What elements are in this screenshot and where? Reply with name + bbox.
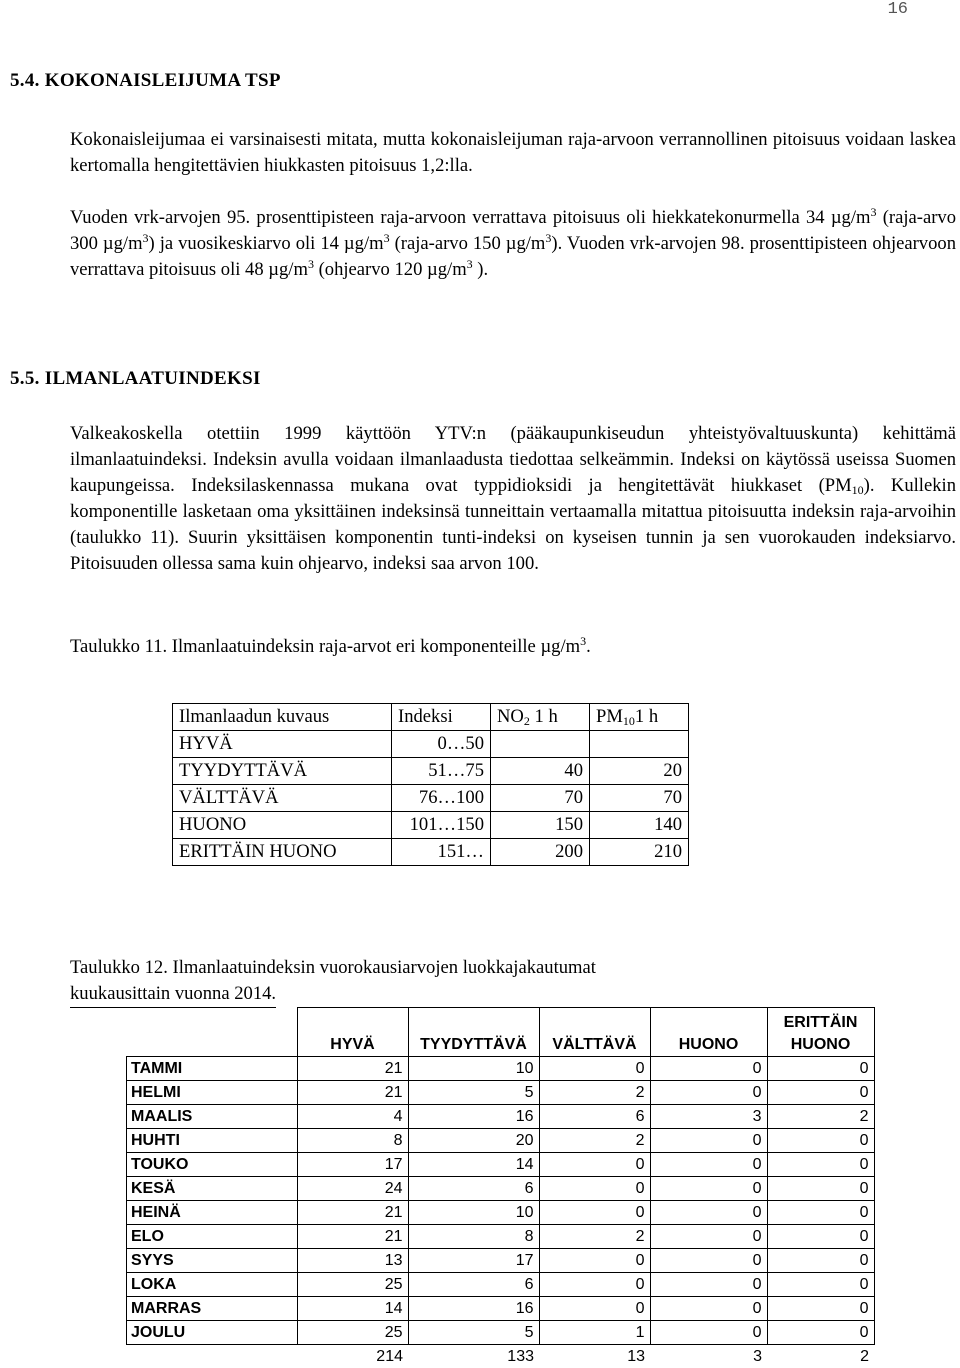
cell-value: 0 [767,1153,874,1177]
cell-value: 5 [408,1321,539,1345]
superscript: 3 [384,231,390,245]
header-cell: Indeksi [392,704,491,731]
cell-month: KESÄ [127,1177,298,1201]
paragraph-tsp-intro: Kokonaisleijumaa ei varsinaisesti mitata, mutta kokonaisleijuman raja-arvoon verrannollinen pitoisuus voidaan laskea kertomalla hengitettävien hiukkasten pitoisuus 1,2:lla. [70,127,956,179]
cell-month: SYYS [127,1249,298,1273]
cell-month: HELMI [127,1081,298,1105]
cell-value: 0 [767,1129,874,1153]
cell-value: 0 [539,1297,650,1321]
cell-value: 21 [297,1081,408,1105]
cell-total: 3 [650,1345,767,1368]
header-cell: Ilmanlaadun kuvaus [173,704,392,731]
cell-value: 0 [767,1201,874,1225]
text-run: PM [596,706,623,727]
table11-index-limits [172,703,689,866]
cell-value: 0 [767,1249,874,1273]
cell-value: 4 [297,1105,408,1129]
section-heading-tsp: 5.4. KOKONAISLEIJUMA TSP [10,70,281,92]
text-run: ). [473,259,489,280]
cell-value: 5 [408,1081,539,1105]
cell-month: ELO [127,1225,298,1249]
cell-value: 2 [539,1081,650,1105]
superscript: 3 [870,205,876,219]
subscript: 10 [623,714,635,728]
cell-value: 6 [408,1177,539,1201]
caption-text: Taulukko 11. Ilmanlaatuindeksin raja-arvot eri komponenteille µg/m [70,636,580,657]
table-row [173,731,689,758]
table-row [173,758,689,785]
section-heading-index: 5.5. ILMANLAATUINDEKSI [10,368,261,390]
cell-month: LOKA [127,1273,298,1297]
cell-value: 17 [297,1153,408,1177]
cell-month: TAMMI [127,1057,298,1081]
table-row [127,1081,875,1105]
cell-value: 0 [650,1201,767,1225]
table-row [173,785,689,812]
superscript: 3 [580,634,586,648]
cell-desc: HUONO [173,812,392,839]
cell-value: 17 [408,1249,539,1273]
text-run: (raja-arvo 300 µg/m [70,207,956,254]
table-header-row [173,704,689,731]
cell-value: 13 [297,1249,408,1273]
cell-value: 25 [297,1321,408,1345]
cell-value: 1 [539,1321,650,1345]
header-cell [590,704,689,731]
cell-value: 0 [650,1321,767,1345]
table-row [173,839,689,866]
cell-value: 3 [650,1105,767,1129]
text-run: ) ja vuosikeskiarvo oli 14 µg/m [149,233,384,254]
cell-value: 0 [767,1297,874,1321]
text-run: (ohjearvo 120 µg/m [314,259,467,280]
cell-month: MAALIS [127,1105,298,1129]
table-row [127,1225,875,1249]
text-run: (raja-arvo 150 µg/m [390,233,546,254]
cell-no2: 40 [491,758,590,785]
cell-value: 24 [297,1177,408,1201]
cell-value: 0 [767,1321,874,1345]
cell-value: 0 [650,1177,767,1201]
cell-value: 2 [539,1129,650,1153]
table11-caption [70,634,591,660]
subscript: 2 [524,714,530,728]
header-text: ERITTÄIN [784,1014,858,1031]
header-blank [127,1008,298,1057]
cell-value: 2 [767,1105,874,1129]
cell-value: 16 [408,1297,539,1321]
cell-pm10: 70 [590,785,689,812]
cell-value: 10 [408,1201,539,1225]
cell-pm10: 20 [590,758,689,785]
cell-value: 0 [539,1201,650,1225]
cell-month: HEINÄ [127,1201,298,1225]
cell-month: TOUKO [127,1153,298,1177]
cell-value: 2 [539,1225,650,1249]
text-run: ). Kullekin komponentille lasketaan oma yksittäinen indeksinsä tunneittain vertaamalla mitattua pitoisuutta indeksin raja-arvoihin (taulukko 11). Suurin yksittäisen komponentin tunti-indeksi on kyseisen tunnin ja sen vuorokauden indeksiarvo. Pitoisuuden ollessa sama kuin ohjearvo, indeksi saa arvon 100. [70,475,956,574]
cell-value: 0 [539,1057,650,1081]
superscript: 3 [143,231,149,245]
table-row [127,1297,875,1321]
cell-value: 0 [650,1057,767,1081]
cell-pm10: 210 [590,839,689,866]
cell-index: 51…75 [392,758,491,785]
cell-total: 133 [408,1345,539,1368]
table-header-row [127,1008,875,1057]
cell-no2: 200 [491,839,590,866]
header-cell [491,704,590,731]
cell-value: 0 [650,1129,767,1153]
table-row [127,1105,875,1129]
cell-value: 16 [408,1105,539,1129]
cell-value: 0 [539,1153,650,1177]
cell-index: 76…100 [392,785,491,812]
cell-value: 0 [767,1057,874,1081]
cell-month: JOULU [127,1321,298,1345]
header-cell [767,1008,874,1057]
cell-index: 151… [392,839,491,866]
header-cell: HUONO [650,1008,767,1057]
text-run: ). Vuoden vrk-arvojen 98. prosenttipisteen ohjearvoon verrattava pitoisuus oli 48 µg/m [70,233,956,280]
cell-pm10: 140 [590,812,689,839]
superscript: 3 [308,257,314,271]
cell-value: 0 [767,1177,874,1201]
cell-value: 20 [408,1129,539,1153]
cell-value: 14 [297,1297,408,1321]
cell-total: 2 [767,1345,874,1368]
cell-value: 6 [408,1273,539,1297]
table-row [127,1057,875,1081]
cell-value: 0 [650,1297,767,1321]
table12-caption-line2: kuukausittain vuonna 2014. [70,981,276,1008]
table-row [127,1129,875,1153]
cell-value: 0 [650,1153,767,1177]
table-row [127,1249,875,1273]
cell-index: 0…50 [392,731,491,758]
cell-desc: HYVÄ [173,731,392,758]
text-run: 1 h [530,706,558,727]
cell-value: 0 [767,1081,874,1105]
caption-text: . [586,636,591,657]
header-cell: TYYDYTTÄVÄ [408,1008,539,1057]
cell-value: 8 [297,1129,408,1153]
cell-value: 0 [539,1273,650,1297]
cell-total: 13 [539,1345,650,1368]
cell-value: 25 [297,1273,408,1297]
cell-value: 0 [650,1225,767,1249]
cell-value: 0 [767,1225,874,1249]
table12-monthly-distribution [126,1007,875,1368]
cell-no2: 70 [491,785,590,812]
cell-desc: VÄLTTÄVÄ [173,785,392,812]
cell-value: 21 [297,1225,408,1249]
table-row [173,812,689,839]
cell-month: HUHTI [127,1129,298,1153]
cell-value: 6 [539,1105,650,1129]
cell-value: 0 [539,1177,650,1201]
cell-value: 8 [408,1225,539,1249]
cell-total: 214 [297,1345,408,1368]
cell-desc: ERITTÄIN HUONO [173,839,392,866]
paragraph-tsp-values [70,205,956,283]
cell-index: 101…150 [392,812,491,839]
page-number: 16 [888,0,908,19]
totals-blank [127,1345,298,1368]
cell-value: 21 [297,1201,408,1225]
cell-value: 0 [539,1249,650,1273]
text-run: NO [497,706,524,727]
text-run: 1 h [635,706,658,727]
cell-month: MARRAS [127,1297,298,1321]
header-cell: HYVÄ [297,1008,408,1057]
cell-value: 14 [408,1153,539,1177]
cell-no2: 150 [491,812,590,839]
cell-value: 21 [297,1057,408,1081]
table-row [127,1177,875,1201]
header-cell: VÄLTTÄVÄ [539,1008,650,1057]
cell-pm10 [590,731,689,758]
subscript: 10 [852,483,864,497]
text-run: Valkeakoskella otettiin 1999 käyttöön YTV:n (pääkaupunkiseudun yhteistyövaltuuskunta) kehittämä ilmanlaatuindeksi. Indeksin avulla voidaan ilmanlaadusta tiedottaa selkeämmin. Indeksi on käytössä useissa Suomen kaupungeissa. Indeksilaskennassa mukana ovat typpidioksidi ja hengitettävät hiukkaset (PM [70,423,956,496]
superscript: 3 [467,257,473,271]
cell-value: 0 [650,1273,767,1297]
cell-value: 10 [408,1057,539,1081]
table-row [127,1153,875,1177]
cell-desc: TYYDYTTÄVÄ [173,758,392,785]
table12-caption-line1: Taulukko 12. Ilmanlaatuindeksin vuorokausiarvojen luokkajakautumat [70,955,596,981]
header-text: HUONO [791,1036,851,1053]
cell-value: 0 [650,1249,767,1273]
table-row [127,1201,875,1225]
text-run: Vuoden vrk-arvojen 95. prosenttipisteen raja-arvoon verrattava pitoisuus oli hiekkatekonurmella 34 µg/m [70,207,870,228]
table-row [127,1273,875,1297]
cell-value: 0 [767,1273,874,1297]
superscript: 3 [545,231,551,245]
cell-no2 [491,731,590,758]
cell-value: 0 [650,1081,767,1105]
table-row [127,1321,875,1345]
paragraph-index-description [70,421,956,577]
totals-row [127,1345,875,1368]
